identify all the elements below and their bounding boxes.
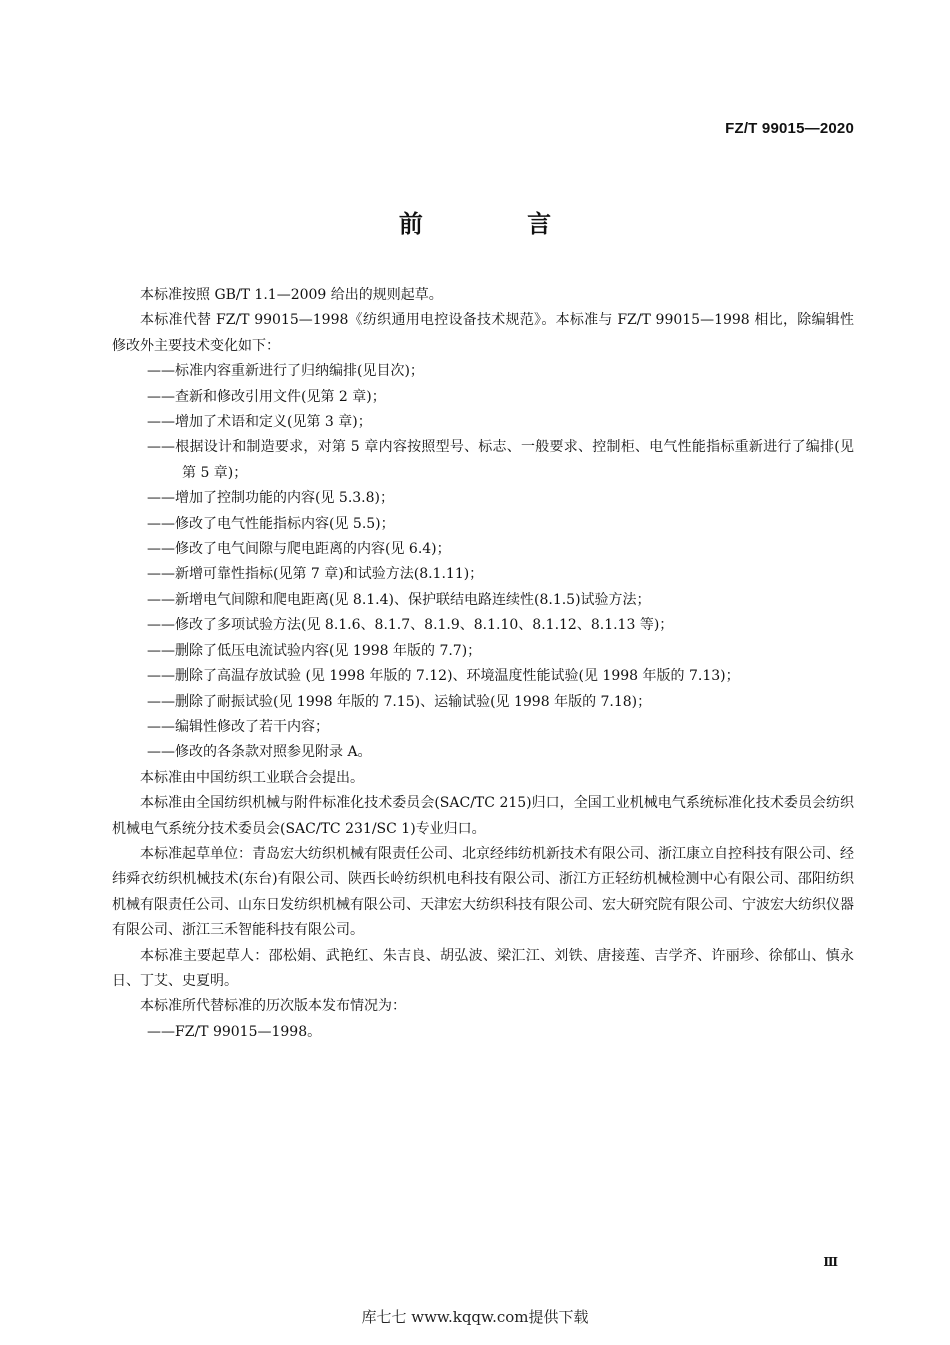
paragraph: 本标准所代替标准的历次版本发布情况为： (140, 998, 406, 1015)
paragraph: 本标准由全国纺织机械与附件标准化技术委员会(SAC/TC 215)归口，全国工业机械电气系统标准化技术委员会纺织机械电气系统分技术委员会(SAC/TC 231/SC 1)专业归口。 (112, 795, 854, 837)
paragraph: 本标准代替 FZ/T 99015—1998《纺织通用电控设备技术规范》。本标准与 FZ/T 99015—1998 相比，除编辑性修改外主要技术变化如下： (112, 312, 854, 354)
change-item: ——新增可靠性指标(见第 7 章)和试验方法(8.1.11)； (147, 566, 484, 583)
paragraph: 本标准主要起草人：邵松娟、武艳红、朱吉良、胡弘波、梁汇江、刘铁、唐接莲、吉学齐、许丽珍、徐郁山、慎永日、丁艾、史夏明。 (112, 947, 854, 989)
change-item: ——删除了高温存放试验 (见 1998 年版的 7.12)、环境温度性能试验(见 1998 年版的 7.13)； (147, 668, 740, 685)
change-item: ——根据设计和制造要求，对第 5 章内容按照型号、标志、一般要求、控制柜、电气性能指标重新进行了编排(见第 5 章)； (147, 439, 854, 481)
change-item: ——增加了控制功能的内容(见 5.3.8)； (147, 490, 394, 507)
change-item: ——新增电气间隙和爬电距离(见 8.1.4)、保护联结电路连续性(8.1.5)试验方法； (147, 591, 651, 608)
change-item: ——修改了多项试验方法(见 8.1.6、8.1.7、8.1.9、8.1.10、8.1.12、8.1.13 等)； (147, 617, 674, 634)
paragraph: 本标准按照 GB/T 1.1—2009 给出的规则起草。 (140, 287, 443, 303)
foreword-body (112, 283, 854, 1045)
history-item: ——FZ/T 99015—1998。 (147, 1023, 322, 1040)
change-item: ——修改的各条款对照参见附录 A。 (147, 744, 372, 761)
change-item: ——查新和修改引用文件(见第 2 章)； (147, 388, 386, 405)
page-number: Ⅲ (823, 1255, 838, 1269)
change-item: ——删除了低压电流试验内容(见 1998 年版的 7.7)； (147, 642, 482, 659)
page-title: 前 言 (398, 210, 600, 238)
footer-watermark: 库七七 www.kqqw.com提供下载 (361, 1308, 589, 1326)
change-item: ——标准内容重新进行了归纳编排(见目次)； (147, 363, 424, 380)
change-item: ——修改了电气间隙与爬电距离的内容(见 6.4)； (147, 541, 451, 558)
paragraph: 本标准起草单位：青岛宏大纺织机械有限责任公司、北京经纬纺机新技术有限公司、浙江康立自控科技有限公司、经纬舜衣纺织机械技术(东台)有限公司、陕西长岭纺织机电科技有限公司、浙江方正轻纺机械检测中心有限公司、邵阳纺织机械有限责任公司、山东日发纺织机械有限公司、天津宏大纺织科技有限公司、宏大研究院有限公司、宁波宏大纺织仪器有限公司、浙江三禾智能科技有限公司。 (112, 845, 854, 939)
paragraph: 本标准由中国纺织工业联合会提出。 (140, 769, 364, 786)
change-item: ——增加了术语和定义(见第 3 章)； (147, 414, 372, 431)
standard-code: FZ/T 99015—2020 (725, 120, 854, 137)
change-item: ——删除了耐振试验(见 1998 年版的 7.15)、运输试验(见 1998 年版的 7.18)； (147, 693, 652, 710)
change-item: ——修改了电气性能指标内容(见 5.5)； (147, 515, 395, 532)
change-item: ——编辑性修改了若干内容； (147, 718, 329, 735)
